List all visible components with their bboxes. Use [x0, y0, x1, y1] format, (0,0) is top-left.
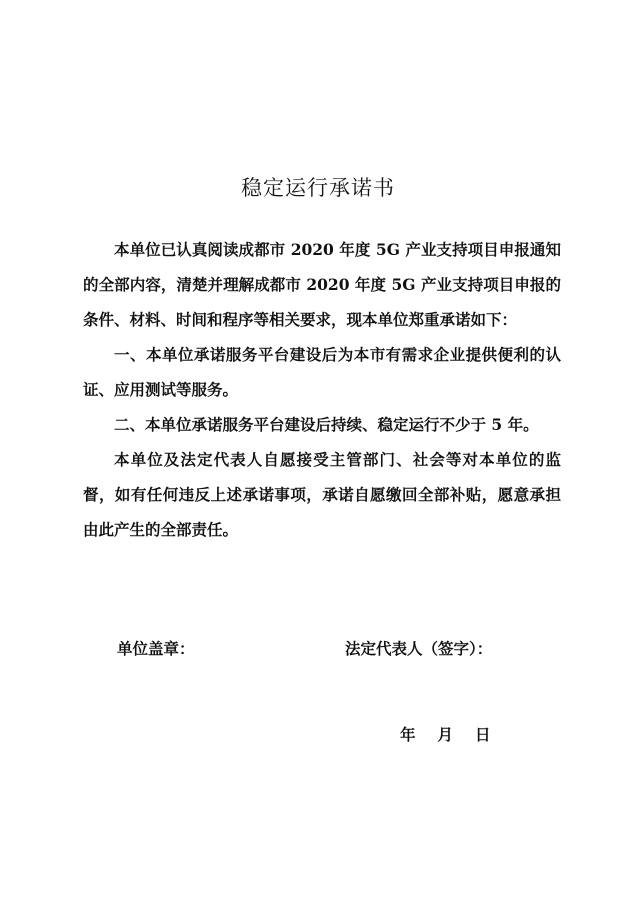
- paragraph-commitment-2: 二、本单位承诺服务平台建设后持续、稳定运行不少于 5 年。: [114, 415, 539, 434]
- paragraph-commitment-1: 一、本单位承诺服务平台建设后为本市有需求企业提供便利的认证、应用测试等服务。: [83, 345, 561, 399]
- date-line: [400, 723, 491, 745]
- document-title: 稳定运行承诺书: [241, 176, 395, 200]
- paragraph-supervision: 本单位及法定代表人自愿接受主管部门、社会等对本单位的监督，如有任何违反上述承诺事项，承诺自愿缴回全部补贴，愿意承担由此产生的全部责任。: [83, 450, 561, 539]
- date-day-label: 日: [475, 725, 491, 744]
- legal-representative-label: 法定代表人（签字）：: [345, 639, 493, 658]
- document-body: [83, 232, 561, 547]
- unit-seal-label: 单位盖章：: [117, 639, 195, 658]
- date-month-label: 月: [437, 725, 454, 744]
- date-year-label: 年: [400, 725, 416, 744]
- paragraph-intro: 本单位已认真阅读成都市 2020 年度 5G 产业支持项目申报通知的全部内容，清楚并理解成都市 2020 年度 5G 产业支持项目申报的条件、材料、时间和程序等相关要求，现本单位郑重承诺如下：: [83, 240, 561, 329]
